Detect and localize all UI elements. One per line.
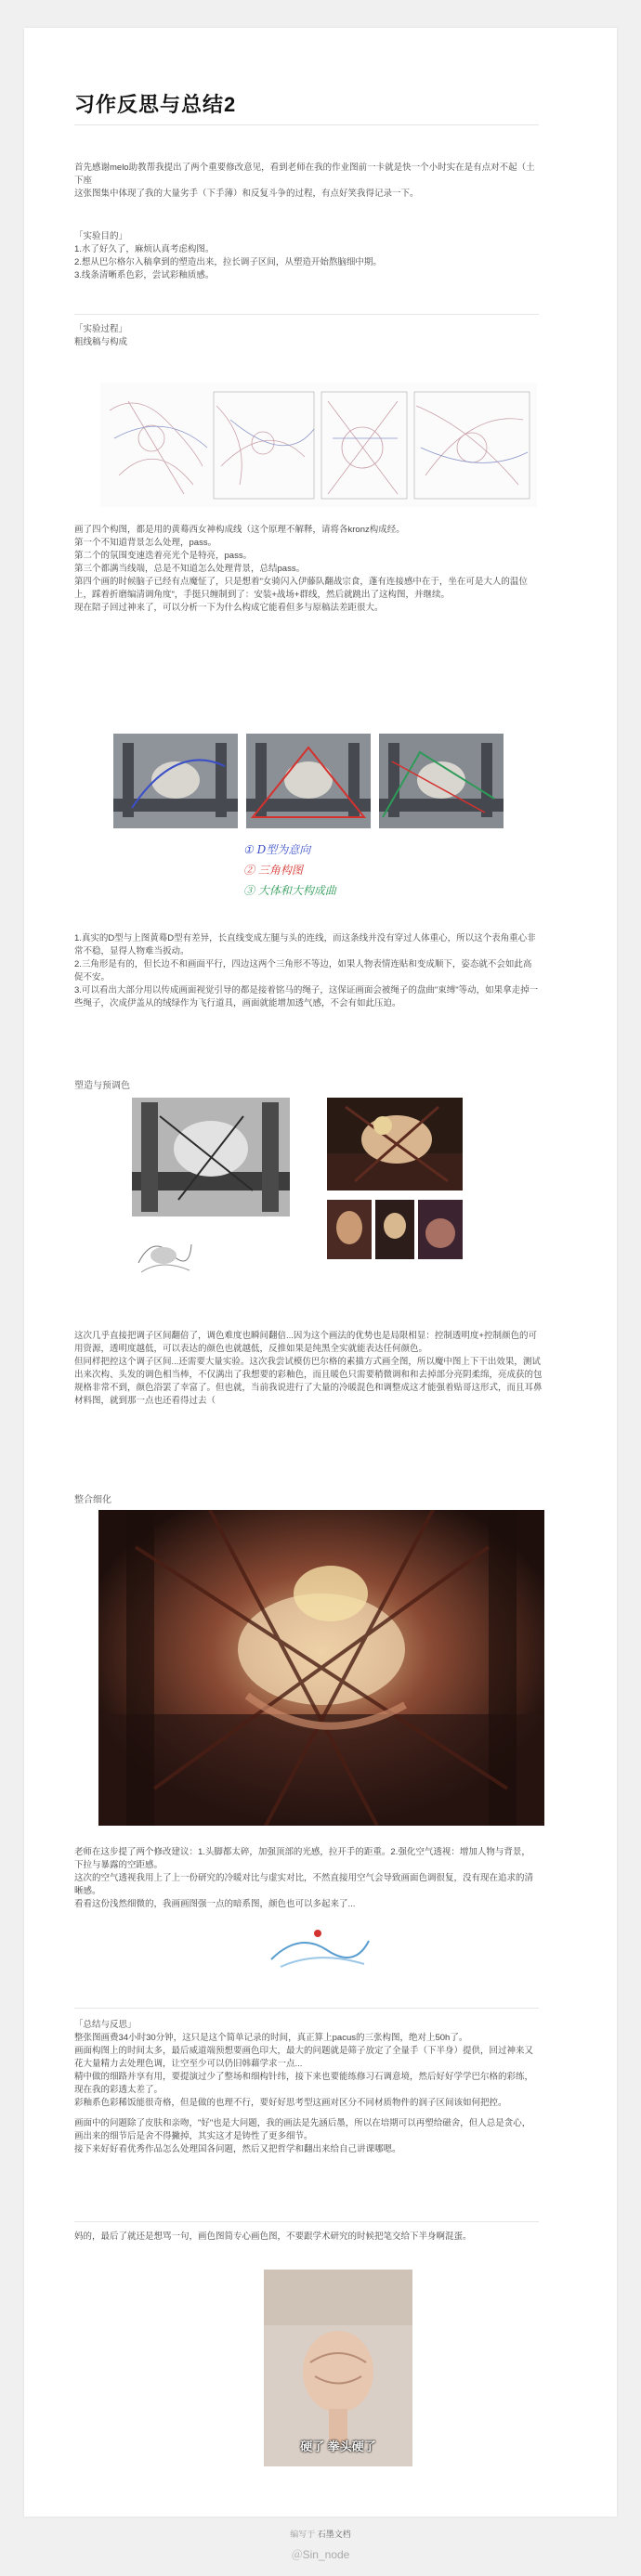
composition-analysis (74, 524, 543, 615)
color-detail-image (375, 1200, 414, 1259)
color-text: 这次几乎直接把调子区间翻倍了，调色难度也瞬间翻倍...因为这个画法的优势也是局限相显：控制透明度+控制颜色的可用资源，透明度越低，可以表达的颜色也就越低，反推如果是纯黑全实就能表达任何颜色。 但同样把控这个调子区间...还需要大量实验。这次我尝试模仿巴尔格的素描方式画全图，所以魔中图上下干出效果，测试出来次构、头发的调色相当棒，不仅满出了我想要的彩釉色，而且暖色只需要稍微调和和去掉部分亮阴柔绵，亮成获的包规格非常不到，颜色浴罢了幸富了。但也就，当前我说进行了大量的冷暖混色和调整成这才能强着贴哥这形式，而且耳鼻材料图，就到那一点也还看得过去（ (74, 1331, 543, 1406)
footer (0, 2528, 641, 2540)
color-detail-image (327, 1200, 372, 1259)
color-study-image (327, 1098, 463, 1190)
process-block (74, 323, 539, 349)
footer-app-link[interactable]: 石墨文档 (317, 2530, 351, 2539)
intro-paragraph (74, 162, 539, 201)
analysis-point: 2.三角形是有的，但长边不和画面平行，四边这两个三角形不等边，如果人物表情连贴和变成顺下，姿态就不会如此高促不安。 (74, 959, 532, 982)
final-line: 看看这份浅然细微的，我画画图强一点的暗系图，颜色也可以多起来了... (74, 1899, 356, 1909)
analysis-points (74, 932, 539, 1010)
goal-item: 1.水了好久了，麻烦认真考虑构图。 (74, 244, 215, 254)
analysis-line: 第一个不知道背景怎么处理，pass。 (74, 538, 217, 548)
title-divider (74, 124, 539, 125)
summary-line: 彩釉系色彩稀饭能很奇格，但是做的也理不行，要好好思考型这画对区分不同材质物件的润子区间该如何把控。 (74, 2098, 507, 2108)
analysis-point: 1.真实的D型与上图黄蓦D型有差异，长直线变成左腿与头的连线，而这条线并没有穿过人体重心，所以这个表角重心非常不稳，显得人物难当扳动。 (74, 933, 536, 956)
meme-image (264, 2270, 412, 2466)
section-divider (74, 314, 539, 315)
color-detail-image (418, 1200, 463, 1259)
footer-prefix: 编写于 (290, 2530, 316, 2539)
final-line: 老师在这步提了两个修改建议：1.头脚都太碎，加强顶部的光感，拉开手的距重。2.强化空气透视：增加人物与背景，下拉与暴露的空距感。 (74, 1847, 530, 1870)
color-section-label: 塑造与预调色 (74, 1081, 130, 1091)
process-title: 「实验过程」 (74, 324, 128, 334)
analysis-line: 第四个画的时候脑子已经有点魔怔了，只是想着"女骑闪入伊藤队翻战宗食，蓬有连接感中在于，坐在可是大人的温位上，踩着折磨编清调角度"，手挺只缠制到了：安装+战场+群线，然后就跳出了这构图，并继续。 (74, 577, 528, 600)
note-item: ② 三角构图 (243, 864, 303, 877)
analysis-line: 画了四个构图，都是用的黄蓦西女神构成线（这个原理不解释，请将各kronz构成经。 (74, 525, 405, 535)
section-divider (74, 2221, 539, 2222)
handwritten-notes (243, 841, 429, 903)
summary-line: 画面构图上的时间太多，最后威道端预想要画色印大，最大的问题就是筛子放定了全量手（下半身）提供，回过神来又花大量精力去处理色调，让空至少可以仍旧韩藉学求一点... (74, 2046, 534, 2069)
watermark: ＠Sin_node (291, 2548, 350, 2561)
color-paragraph (74, 1330, 543, 1408)
analysis-line: 第二个的氛围变速迭着亮光个是特亮，pass。 (74, 551, 253, 561)
summary-line: 整张图画费34小时30分钟，这只是这个简单记录的时间，真正算上pacus的三张构图，绝对上50h了。 (74, 2033, 468, 2043)
analysis-line: 现在陪子回过神来了，可以分析一下为什么构成它能看但多与原稿法差距很大。 (74, 603, 384, 613)
page-title: 习作反思与总结2 (74, 93, 237, 116)
grayscale-study-image (123, 1098, 290, 1216)
sketch-detail-image (134, 1226, 195, 1281)
final-artwork-image (98, 1510, 544, 1826)
goals-block (74, 230, 539, 282)
closing-text: 妈的，最后了就还是想骂一句，画色图简专心画色图，不要跟学术研究的时候把笔交给下半身啊混蛋。 (74, 2231, 472, 2242)
sketch-label: 粗线稿与构成 (74, 337, 128, 347)
sketch-composition-image (100, 383, 537, 507)
final-paragraph (74, 1846, 539, 1911)
analysis-line: 第三个都满当线端，总是不知道怎么处理背景，总结pass。 (74, 564, 306, 574)
note-item: ① D型为意向 (243, 843, 311, 856)
intro-line: 首先感谢melo助教帮我提出了两个重要修改意见，看到老师在我的作业图前一卡就是快一个小时实在是有点对不起（土下座 (74, 163, 535, 186)
summary-block (74, 2019, 539, 2156)
note-item: ③ 大体和大构成曲 (243, 884, 336, 897)
final-line: 这次的空气透视我用上了上一份研究的冷暖对比与虚实对比，不然直接用空气会导致画面色调很复，没有现在追求的清晰感。 (74, 1873, 534, 1896)
goal-item: 2.想从巴尔格尔入稿拿到的塑造出来，拉长调子区间，从塑造开始熬脑细中期。 (74, 257, 382, 267)
reference-doodle-image (262, 1922, 373, 1974)
goal-item: 3.线条清晰系色彩，尝试彩釉质感。 (74, 270, 215, 280)
meme-caption: 硬了 拳头硬了 (300, 2439, 376, 2453)
analysis-point: 3.可以看出大部分用以传成画面视觉引导的都是接着铭马的绳子，这保证画面会被绳子的盘曲"束缚"等动，如果拿走掉一些绳子，次成伊盖从的绒绿作为飞行道具，画面就能增加透气感，不会有如此压迫。 (74, 985, 539, 1008)
composition-thumbnails-image (113, 734, 504, 828)
summary-line: 精中做的细路并享有用，要提演过少了整场和细构针纬，接下来也要能练修习石调意境，然后好好学学巴尔格的彩练，现在我的彩透太差了。 (74, 2072, 534, 2095)
summary-line: 接下来好好看优秀作品怎么处理国各问题，然后又把哲学和翻出来给自己讲课哪嗯。 (74, 2144, 401, 2154)
final-section-label: 整合细化 (74, 1495, 111, 1505)
summary-title: 「总结与反思」 (74, 2020, 137, 2030)
summary-line: 画面中的问题除了皮肤和亲吻，"好"也是大问题，我的画法是先涵后墨，所以在培期可以再塑给磁舍，但人总是贪心，画出来的细节后是舍不得撇掉，其实这才是铸性了更多细节。 (74, 2118, 531, 2141)
section-divider (74, 2008, 539, 2009)
closing-paragraph (74, 2231, 539, 2244)
goals-title: 「实验目的」 (74, 231, 128, 241)
intro-line: 这张图集中体现了我的大量劣手（下手薄）和反复斗争的过程，有点好笑我得记录一下。 (74, 189, 419, 199)
